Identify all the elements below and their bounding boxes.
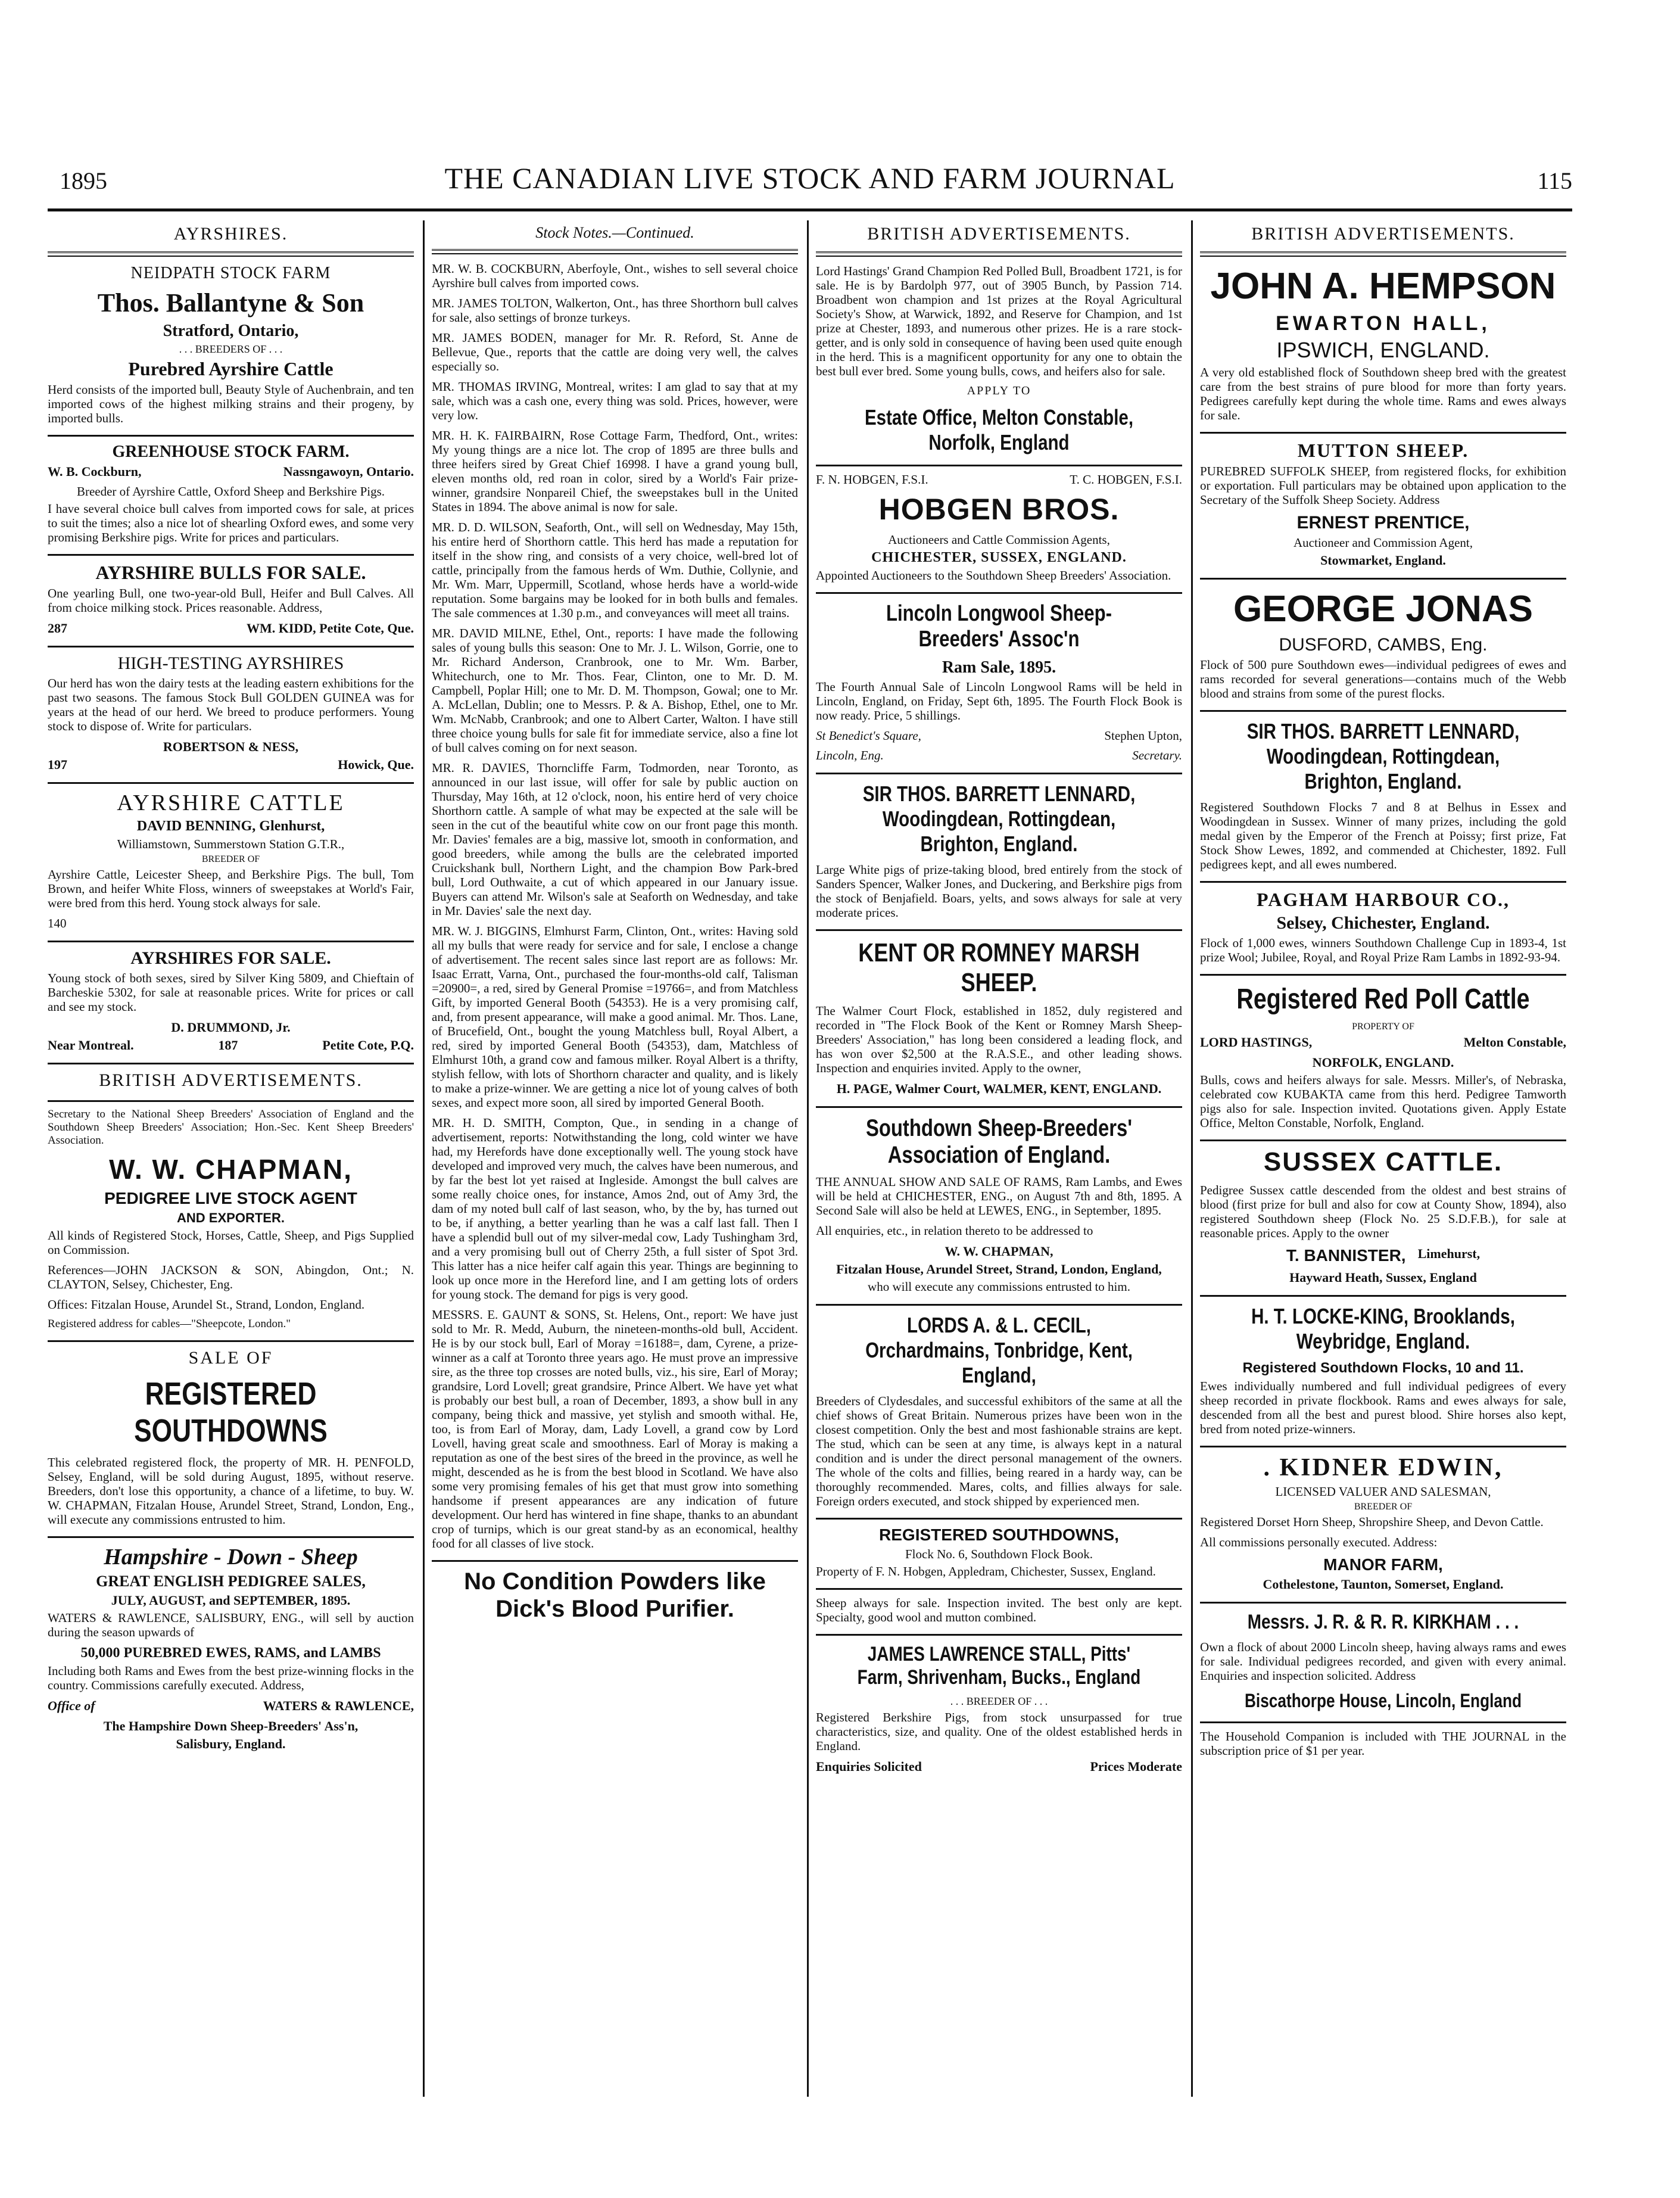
divider: [1200, 710, 1566, 712]
ad-title: MUTTON SHEEP.: [1297, 440, 1469, 461]
ad-title: SALE OF: [188, 1348, 273, 1368]
masthead-rule: [48, 208, 1572, 211]
section-header: Stock Notes.—Continued.: [535, 224, 694, 241]
masthead-title: THE CANADIAN LIVE STOCK AND FARM JOURNAL: [444, 161, 1176, 195]
stock-note: MR. W. J. BIGGINS, Elmhurst Farm, Clinton, Ont., writes: Having sold all my bulls that were ready for service and for sale, I enclose a change of advertisement. The recent sales since last report are as follows: Mr. Isaac Erratt, Varna, Ont., purchased the four-months-old calf, Talisman =20900=, a red, sired by General Promise =19766=, and from Matchless Gift, by imported General Booth (54353). He is a very promising calf, and, from present appearance, will make a good animal. Mr. Thos. Lane, of Brucefield, Ont., bought the young Matchless bull, Royal Albert, a red, sired by imported General Booth (54353), dam, Matchless of Elmhurst 10th, a grand cow and famous milker. Royal Albert is a thrifty, stylish fellow, with lots of Shorthorn character and quality, and is likely to make a prize-winner. We are getting a nice lot of young calves of both sexes, and expect more soon, all sired by imported General Booth.: [432, 924, 798, 1110]
ad-body: Large White pigs of prize-taking blood, bred entirely from the stock of Sanders Spencer, Walker Jones, and Duckering, and Berkshire pigs from the stock of Benjafield. Boars, yelts, and sows always for sale at very moderate prices.: [816, 863, 1182, 920]
ad-number: 140: [48, 916, 67, 930]
ad-title: SIR THOS. BARRETT LENNARD, Woodingdean, Rottingdean, Brighton, England.: [1246, 719, 1520, 793]
enquiries-note: Enquiries Solicited: [816, 1759, 922, 1774]
ad-body: Herd consists of the imported bull, Beauty Style of Auchenbrain, and ten imported cows of the highest milking strains and their progeny, by imported bulls.: [48, 382, 414, 425]
divider: [816, 465, 1182, 466]
ad-dates: JULY, AUGUST, and SEPTEMBER, 1895.: [111, 1593, 351, 1608]
ad-subtitle: Ram Sale, 1895.: [942, 658, 1056, 677]
section-header: BRITISH ADVERTISEMENTS.: [867, 224, 1131, 244]
signature: H. PAGE, Walmer Court, WALMER, KENT, ENGLAND.: [836, 1081, 1162, 1096]
advertiser-name: Thos. Ballantyne & Son: [97, 288, 364, 317]
divider: [816, 929, 1182, 931]
divider: [1200, 881, 1566, 883]
ad-subtitle: Registered Southdown Flocks, 10 and 11.: [1242, 1360, 1524, 1376]
ad-references: References—JOHN JACKSON & SON, Abingdon, Ont.; N. CLAYTON, Selsey, Chichester, Eng.: [48, 1263, 414, 1291]
breed-name: Purebred Ayrshire Cattle: [128, 358, 333, 379]
column-1: [48, 220, 414, 2097]
ad-body: THE ANNUAL SHOW AND SALE OF RAMS, Ram Lambs, and Ewes will be held at CHICHESTER, ENG., on August 7th and 8th, 1895. A Second Sale will also be held at LEWES, ENG., in September, 1895.: [816, 1175, 1182, 1218]
ad-body: WATERS & RAWLENCE, SALISBURY, ENG., will sell by auction during the season upwards of: [48, 1611, 414, 1639]
ad-title: PAGHAM HARBOUR CO.,: [1257, 889, 1510, 910]
divider: [432, 249, 798, 254]
ad-body: Registered Dorset Horn Sheep, Shropshire Sheep, and Devon Cattle.: [1200, 1515, 1544, 1529]
ad-intro: Secretary to the National Sheep Breeders' Association of England and the Southdown Sheep Breeders' Association; Hon.-Sec. Kent Sheep Breeders' Association.: [48, 1108, 414, 1147]
advertiser-place: NORFOLK, ENGLAND.: [1312, 1055, 1454, 1070]
ad-title: Lincoln Longwool Sheep-Breeders' Assoc'n: [886, 601, 1112, 652]
divider: [816, 1588, 1182, 1590]
ad-title: Messrs. J. R. & R. R. KIRKHAM . . .: [1247, 1611, 1519, 1633]
ad-body: Sheep always for sale. Inspection invited. The best only are kept. Specialty, good wool and mutton combined.: [816, 1596, 1182, 1624]
ad-body: I have several choice bull calves from imported cows for sale, at prices to suit the times; also a nice lot of shearling Oxford ewes, and some very promising Berkshire pigs. Write for prices and particulars.: [48, 502, 414, 544]
ad-body: Ayrshire Cattle, Leicester Sheep, and Berkshire Pigs. The bull, Tom Brown, and heifer White Floss, winners of sweepstakes at World's Fair, were bred from this herd. Young stock always for sale.: [48, 867, 414, 910]
advertiser-place: Selsey, Chichester, England.: [1276, 913, 1490, 933]
divider: [48, 554, 414, 556]
divider: [48, 1340, 414, 1342]
signature: T. BANNISTER,: [1286, 1246, 1406, 1265]
ad-body: Registered Berkshire Pigs, from stock unsurpassed for true characteristics, size, and quality. One of the oldest established herds in England.: [816, 1710, 1182, 1753]
stock-note: MR. DAVID MILNE, Ethel, Ont., reports: I have made the following sales of young bulls this season: One to Mr. J. L. Wilson, Gorrie, one to Mr. Richard Anderson, Cranbrook, one to Mr. Wm. Barber, Whitechurch, one to Mr. Thos. Fear, Clinton, one to Mr. D. M. Campbell, Poplar Hill; one to Mr. D. M. Thompson, Gowal; one to Mr. A. McLellan, Dublin; one to Messrs. P. & A. Bishop, Ethel, one to Mr. Wm. McNabb, Cranbrook; and one to Albert Carter, Walton. I have still three choice young bulls for sale fit for immediate service, also a fine lot of bull calves coming on for next season.: [432, 626, 798, 755]
ad-body: Young stock of both sexes, sired by Silver King 5809, and Chieftain of Barcheskie 5302, for sale at reasonable prices. Write for prices or call and see my stock.: [48, 971, 414, 1014]
signature-note: who will execute any commissions entrusted to him.: [868, 1279, 1130, 1294]
divider: [1200, 251, 1566, 257]
signature-left: Lincoln, Eng.: [816, 748, 884, 762]
advertiser-place: Biscathorpe House, Lincoln, England: [1244, 1690, 1522, 1711]
column-separator: [807, 220, 809, 2097]
signature-role: Secretary.: [1132, 748, 1182, 762]
ad-title: HIGH-TESTING AYRSHIRES: [117, 653, 344, 673]
advertiser-name: GEORGE JONAS: [1233, 589, 1533, 630]
ad-body: Flock of 1,000 ewes, winners Southdown Challenge Cup in 1893-4, 1st prize Wool; Jubilee, Royal, and Royal Prize Ram Lambs in 1892-93-94.: [1200, 936, 1566, 964]
ad-title: AYRSHIRE BULLS FOR SALE.: [95, 562, 366, 583]
divider: [816, 1518, 1182, 1520]
section-header: BRITISH ADVERTISEMENTS.: [99, 1070, 363, 1090]
ad-number: 187: [218, 1038, 238, 1053]
ad-title: Southdown Sheep-Breeders' Association of England.: [865, 1115, 1133, 1168]
ad-title: REGISTERED SOUTHDOWNS,: [879, 1525, 1119, 1544]
newspaper-page: [48, 119, 1572, 2097]
divider: [48, 435, 414, 437]
column-3: [816, 220, 1182, 2097]
divider: [1200, 1140, 1566, 1141]
divider: [48, 646, 414, 647]
owner-name: LORD HASTINGS,: [1200, 1035, 1313, 1050]
signature-place: Petite Cote, P.Q.: [322, 1038, 414, 1053]
breeder-label: BREEDER OF: [201, 854, 260, 864]
advertiser-role: LICENSED VALUER AND SALESMAN,: [1275, 1484, 1491, 1499]
ad-body: Flock of 500 pure Southdown ewes—individual pedigrees of ewes and rams recorded for several generations—contains much of the Webb blood and strains from some of the purest flocks.: [1200, 658, 1566, 701]
prices-note: Prices Moderate: [1090, 1759, 1182, 1774]
stock-note: MR. H. D. SMITH, Compton, Que., in sending in a change of advertisement, reports: Notwithstanding the long, cold winter we have had, my Herefords have done exceptionally well. The young stock have developed and improved very much, the calves have been numerous, and by far the best lot yet raised at Ingleside. Amongst the bull calves are some really choice ones, for instance, Amos 2nd, out of Amy 3rd, the dam of my noted bull calf of last season, who, by the by, has turned out to be, if anything, a better yearling than he was a calf last fall. Then I have a splendid bull out of my silver-medal cow, Lady Tushingham 3rd, and a very promising bull out of Cherry 25th, a full sister of Spot 3rd. This latter has a nice heifer calf again this year. Things are beginning to look up once more in the Hereford line, and I am getting lots of orders for young stock. The demand for pigs is very good.: [432, 1116, 798, 1302]
divider: [1200, 1295, 1566, 1297]
flock-number: Flock No. 6, Southdown Flock Book.: [905, 1547, 1093, 1561]
signature-left: St Benedict's Square,: [816, 728, 921, 743]
section-header: AYRSHIRES.: [173, 224, 288, 244]
breeder-line: Breeder of Ayrshire Cattle, Oxford Sheep and Berkshire Pigs.: [76, 484, 385, 499]
divider: [816, 592, 1182, 594]
divider: [1200, 974, 1566, 976]
ad-body: A very old established flock of Southdown sheep bred with the greatest care from the best strains of pure blood for more than forty years. Pedigrees carefully kept during the whole time. Rams and ewes always for sale.: [1200, 365, 1566, 422]
association-name: The Hampshire Down Sheep-Breeders' Ass'n,: [103, 1718, 359, 1733]
ad-body: Registered Southdown Flocks 7 and 8 at Belhus in Essex and Woodingdean in Sussex. Winner of many prizes, including the gold medal given by the Emperor of the French at Poissy; first prize, Fat Stock Show Lewes, 1892, and commended at Chichester, 1892. Full pedigrees kept, and all ewes numbered.: [1200, 800, 1566, 871]
advertiser-name: HOBGEN BROS.: [878, 493, 1120, 526]
stock-note: MR. H. K. FAIRBAIRN, Rose Cottage Farm, Thedford, Ont., writes: My young things are a nice lot. The crop of 1895 are three bulls and three heifers sired by Great Chief 16998. I have a grand young bull, eleven months old, red roan in color, sired by a World's Fair prize-winner, grandsire Nonpareil Chief, the sweepstakes bull in the United States in 1894. The above animal is now for sale.: [432, 428, 798, 514]
farm-name: MANOR FARM,: [1323, 1555, 1443, 1574]
stock-note: MR. JAMES BODEN, manager for Mr. R. Reford, St. Anne de Bellevue, Que., reports that the cattle are doing very well, the calves especially so.: [432, 331, 798, 373]
ad-cable: Registered address for cables—"Sheepcote, London.": [48, 1318, 291, 1330]
ad-body: Including both Rams and Ewes from the best prize-winning flocks in the country. Commissions carefully executed. Address,: [48, 1664, 414, 1692]
signature: ERNEST PRENTICE,: [1296, 513, 1470, 533]
divider: [1200, 432, 1566, 434]
ad-owner: Property of F. N. Hobgen, Appledram, Chichester, Sussex, England.: [816, 1564, 1156, 1579]
bottom-slogan: No Condition Powders like Dick's Blood Purifier.: [464, 1568, 766, 1622]
advertiser-place: DUSFORD, CAMBS, Eng.: [1279, 635, 1488, 655]
divider: [48, 251, 414, 257]
divider: [816, 1106, 1182, 1108]
ad-body: Ewes individually numbered and full individual pedigrees of every sheep recorded in private flockbook. Rams and ewes always for sale, descended from all the best and purest blood. Shire horses also kept, bred from noted prize-winners.: [1200, 1379, 1566, 1436]
stock-note: MR. D. D. WILSON, Seaforth, Ont., will sell on Wednesday, May 15th, his entire herd of Shorthorn cattle. This herd has made a reputation for itself in the show ring, and consists of a very choice, well-bred lot of cattle, principally from the famous herds of Wm. Duthie, Collynie, and Mr. Wm. Marr, Uppermill, Scotland, whose herds have a world-wide reputation. Some bargains may be looked for in both bulls and females. The sale commences at 1.30 p.m., and conveyances will meet all trains.: [432, 520, 798, 620]
signature: WATERS & RAWLENCE,: [263, 1698, 414, 1713]
divider: [816, 1634, 1182, 1636]
advertiser-role: AND EXPORTER.: [177, 1210, 285, 1225]
advertiser-role: PEDIGREE LIVE STOCK AGENT: [104, 1189, 357, 1207]
divider: [1200, 1721, 1566, 1723]
advertiser-place: CHICHESTER, SUSSEX, ENGLAND.: [871, 550, 1127, 565]
ad-body: One yearling Bull, one two-year-old Bull, Heifer and Bull Calves. All from choice milking stock. Prices reasonable. Address,: [48, 586, 414, 615]
signature-place: Hayward Heath, Sussex, England: [1289, 1270, 1477, 1285]
ad-title: KENT OR ROMNEY MARSH SHEEP.: [858, 938, 1140, 997]
signature: D. DRUMMOND, Jr.: [171, 1020, 291, 1035]
stock-note: MR. W. B. COCKBURN, Aberfoyle, Ont., wishes to sell several choice Ayrshire bull calves from imported cows.: [432, 261, 798, 290]
column-separator: [1191, 220, 1193, 2097]
ad-body: The Fourth Annual Sale of Lincoln Longwool Rams will be held in Lincoln, England, on Friday, Sept 6th, 1895. The Fourth Flock Book is now ready. Price, 5 shillings.: [816, 680, 1182, 723]
divider: [1200, 1602, 1566, 1604]
stock-note: MR. JAMES TOLTON, Walkerton, Ont., has three Shorthorn bull calves for sale, also settings of bronze turkeys.: [432, 296, 798, 325]
divider: [48, 1063, 414, 1064]
estate-office: Estate Office, Melton Constable, Norfolk, England: [864, 405, 1134, 454]
columns: [48, 220, 1572, 2097]
ad-body: Bulls, cows and heifers always for sale. Messrs. Miller's, of Nebraska, celebrated cow KUBAKTA came from this herd. Pedigree Tamworth pigs also for sale. Inspection invited. Quotations given. Apply Estate Office, Melton Constable, Norfolk, England.: [1200, 1073, 1566, 1130]
ad-body: PUREBRED SUFFOLK SHEEP, from registered flocks, for exhibition or exportation. Full particulars may be obtained upon application to the Secretary of the Suffolk Sheep Society. Address: [1200, 464, 1566, 507]
ad-title: H. T. LOCKE-KING, Brooklands, Weybridge, England.: [1251, 1304, 1515, 1353]
stock-note: MESSRS. E. GAUNT & SONS, St. Helens, Ont., report: We have just sold to Mr. R. Medd, Auburn, the nineteen-months-old bull, Accident. He is by our stock bull, Earl of Moray =16188=, dam, Cyrene, a prize-winner as a calf at Toronto three years ago. He must prove an impressive sire, as the three top crosses are noted bulls, viz., his sire, Earl of Moray; grandsire, Lord Lovell; great grandsire, Prince Albert. We have yet what is probably our best bull, a roan of December, 1893, a show bull in any company, being thick and massive, yet stylish and smooth withal. He, too, is from Earl of Moray, dam, Lady Lovell, a grand cow by Lord Lovell, having great scale and smoothness. Earl of Moray is making a reputation as one of the best sires of the breed in the province, as well he might, descended as he is from the best blood in Scotland. We have also some very promising females of his get that must grow into something handsome if present appearances are any indication of future development. Our herd has wintered in fine shape, thanks to an abundant crop of turnips, which is our great stand-by as an economical, healthy food for all classes of live stock.: [432, 1307, 798, 1551]
ad-title: Registered Red Poll Cattle: [1236, 983, 1530, 1015]
signature-place: Howick, Que.: [338, 757, 414, 772]
owner-place: Melton Constable,: [1463, 1035, 1566, 1050]
ad-body: Own a flock of about 2000 Lincoln sheep, having always rams and ewes for sale. Individual pedigrees recorded, and given with every animal. Enquiries and inspection solicited. Address: [1200, 1640, 1566, 1683]
ad-body: Lord Hastings' Grand Champion Red Polled Bull, Broadbent 1721, is for sale. He is by Bardolph 977, out of 3905 Bunch, by Passion 714. Broadbent won champion and 1st prizes at the Royal Agricultural Society's Show, at Warwick, 1892, and Reserve for Champion, and 1st prize at Chester, 1893, and numerous other prizes. He is a rare stock-getter, and is only sold in consequence of having been used quite enough in the herd. This is a magnificent opportunity for any one to obtain the best bull ever bred. Some young bulls, cows, and heifers also for sale.: [816, 264, 1182, 378]
divider: [48, 1100, 414, 1102]
ad-count: 50,000 PUREBRED EWES, RAMS, and LAMBS: [80, 1645, 381, 1661]
breeder-label: . . . BREEDER OF . . .: [950, 1695, 1048, 1707]
ad-title: AYRSHIRE CATTLE: [117, 790, 345, 815]
signature-farm: Limehurst,: [1417, 1246, 1480, 1261]
signature: WM. KIDD, Petite Cote, Que.: [246, 621, 414, 636]
advertiser-place: Williamstown, Summerstown Station G.T.R.,: [117, 837, 345, 851]
partner-right: T. C. HOBGEN, F.S.I.: [1070, 472, 1182, 487]
ad-title: SUSSEX CATTLE.: [1263, 1147, 1503, 1176]
ad-subtitle: GREAT ENGLISH PEDIGREE SALES,: [96, 1573, 366, 1590]
advertiser-place: Cothelestone, Taunton, Somerset, England.: [1263, 1577, 1504, 1592]
signature-role: Auctioneer and Commission Agent,: [1293, 536, 1473, 550]
divider: [48, 941, 414, 942]
masthead-year: 1895: [60, 167, 107, 194]
ad-title: LORDS A. & L. CECIL, Orchardmains, Tonbridge, Kent, England,: [865, 1313, 1133, 1387]
advertiser-name: DAVID BENNING, Glenhurst,: [136, 818, 325, 834]
stock-note: MR. THOMAS IRVING, Montreal, writes: I am glad to say that at my sale, which was a cash one, every thing was sold. Prices, however, were very low.: [432, 379, 798, 422]
ad-body: The Walmer Court Flock, established in 1852, duly registered and recorded in "The Flock Book of the Kent or Romney Marsh Sheep-Breeders' Association," has long been considered a leading flock, and has won over $2,500 at the R.A.S.E., and other leading shows. Inspection and enquiries invited. Apply to the owner,: [816, 1004, 1182, 1075]
ad-title: SIR THOS. BARRETT LENNARD, Woodingdean, Rottingdean, Brighton, England.: [862, 782, 1136, 856]
office-label: Office of: [48, 1698, 95, 1713]
signature-place: Stowmarket, England.: [1320, 553, 1446, 568]
advertiser-name: . KIDNER EDWIN,: [1263, 1454, 1503, 1481]
ad-body: Appointed Auctioneers to the Southdown Sheep Breeders' Association.: [816, 568, 1171, 583]
farm-name: NEIDPATH STOCK FARM: [130, 264, 331, 282]
signature-address: Fitzalan House, Arundel Street, Strand, London, England,: [836, 1262, 1162, 1277]
divider: [1200, 1446, 1566, 1447]
divider: [432, 1560, 798, 1562]
farm-name: GREENHOUSE STOCK FARM.: [112, 443, 350, 461]
divider: [48, 1536, 414, 1538]
ad-body: This celebrated registered flock, the property of MR. H. PENFOLD, Selsey, England, will be sold during August, 1895, without reserve. Breeders, don't lose this opportunity, a chance of a lifetime, to buy. W. W. CHAPMAN, Fitzalan House, Arundel Street, Strand, London, Eng., will execute any commissions entrusted to him.: [48, 1455, 414, 1527]
ad-body: All commissions personally executed. Address:: [1200, 1535, 1438, 1549]
divider: [1200, 578, 1566, 580]
signature: W. W. CHAPMAN,: [945, 1244, 1053, 1259]
divider: [816, 251, 1182, 257]
ad-body: All kinds of Registered Stock, Horses, Cattle, Sheep, and Pigs Supplied on Commission.: [48, 1228, 414, 1257]
ad-body: All enquiries, etc., in relation thereto to be addressed to: [816, 1223, 1093, 1238]
advertiser-place: IPSWICH, ENGLAND.: [1276, 338, 1490, 362]
signature-left: Near Montreal.: [48, 1038, 134, 1053]
column-4: [1200, 220, 1566, 2097]
section-header: BRITISH ADVERTISEMENTS.: [1251, 224, 1515, 244]
advertiser-name: JOHN A. HEMPSON: [1210, 266, 1556, 307]
ad-body: Pedigree Sussex cattle descended from the oldest and best strains of blood (first prize for bull and also for cow at County Show, 1894), also registered Southdown sheep (Flock No. 25 S.D.F.B.), for sale at reasonable prices. Apply to the owner: [1200, 1183, 1566, 1240]
signature: ROBERTSON & NESS,: [163, 739, 299, 754]
ad-offices: Offices: Fitzalan House, Arundel St., Strand, London, England.: [48, 1297, 365, 1312]
property-label: PROPERTY OF: [1352, 1022, 1414, 1032]
ad-body: Our herd has won the dairy tests at the leading eastern exhibitions for the past two seasons. The famous Stock Bull GOLDEN GUINEA was for years at the head of our herd. We breed to produce performers. Young stock to dispose of. Write for particulars.: [48, 676, 414, 733]
masthead-page-number: 115: [1537, 167, 1572, 194]
ad-title: AYRSHIRES FOR SALE.: [130, 948, 331, 968]
owner-name: W. B. Cockburn,: [48, 464, 142, 479]
apply-label: APPLY TO: [967, 384, 1031, 397]
divider: [48, 782, 414, 784]
column-2: [432, 220, 798, 2097]
breeder-label: BREEDER OF: [1354, 1502, 1413, 1512]
divider: [816, 1304, 1182, 1306]
footer-note: The Household Companion is included with THE JOURNAL in the subscription price of $1 per year.: [1200, 1729, 1566, 1758]
ad-title: REGISTERED SOUTHDOWNS: [134, 1376, 328, 1449]
owner-place: Nassngawoyn, Ontario.: [283, 464, 414, 479]
advertiser-role: Auctioneers and Cattle Commission Agents,: [888, 533, 1110, 547]
signature: Stephen Upton,: [1104, 728, 1182, 743]
stock-notes: [432, 261, 798, 1551]
association-place: Salisbury, England.: [176, 1736, 286, 1751]
breeders-label: . . . BREEDERS OF . . .: [179, 343, 283, 355]
advertiser-hall: EWARTON HALL,: [1276, 312, 1491, 335]
advertiser-name: W. W. CHAPMAN,: [109, 1154, 353, 1185]
partner-left: F. N. HOBGEN, F.S.I.: [816, 472, 928, 487]
masthead: [48, 161, 1572, 208]
ad-number: 287: [48, 621, 67, 636]
divider: [816, 773, 1182, 774]
ad-number: 197: [48, 757, 67, 772]
ad-body: Breeders of Clydesdales, and successful exhibitors of the same at all the chief shows of Great Britain. Numerous prizes have been won in the closest competition. Only the best and most fashionable strains are kept. The stud, which can be seen at any time, is always kept in a natural condition and is under the direct personal management of the owners. The whole of the colts and fillies, being reared in a hardy way, can be thoroughly recommended. Mares, colts, and fillies always for sale. Foreign orders executed, and stock shipped by experienced men.: [816, 1394, 1182, 1508]
ad-title: Hampshire - Down - Sheep: [104, 1545, 358, 1570]
column-separator: [423, 220, 425, 2097]
advertiser-place: Stratford, Ontario,: [163, 322, 299, 340]
ad-title: JAMES LAWRENCE STALL, Pitts' Farm, Shrivenham, Bucks., England: [857, 1643, 1141, 1689]
stock-note: MR. R. DAVIES, Thorncliffe Farm, Todmorden, near Toronto, as announced in our last issue, will offer for sale by public auction on Thursday, May 16th, at 12 o'clock, noon, his entire herd of very choice Shorthorn cattle. A sample of what may be expected at the sale will be seen in the cut of the beautiful white cow on our front page this month. Mr. Davies' females are a big, massive lot, smooth in conformation, and good breeders, while among the bulls are the celebrated imported Cruickshank bull, Northern Light, and the champion Bow Park-bred bull, Lord Outhwaite, a cut of which appeared in our January issue. Buyers can attend Mr. Wilson's sale at Seaforth on Wednesday, and take in Mr. Davies' sale the next day.: [432, 761, 798, 918]
